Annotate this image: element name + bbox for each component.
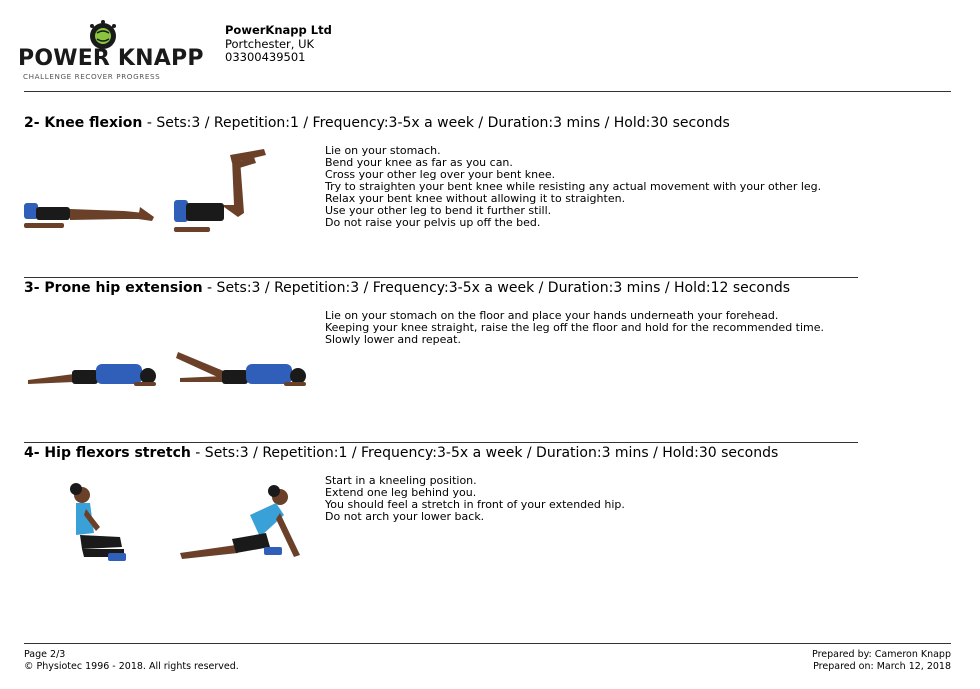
exercise-images (24, 475, 314, 575)
page-number: Page 2/3 (24, 649, 66, 660)
exercise-prone-hip-extension (24, 280, 944, 346)
logo-brand-text: POWER KNAPP (18, 46, 204, 71)
instruction-line: Start in a kneeling position. (325, 474, 477, 487)
prone-hip-extension-end-image (176, 310, 310, 406)
company-logo (18, 20, 204, 86)
company-location: Portchester, UK (225, 36, 315, 51)
company-phone: 03300439501 (225, 50, 306, 64)
prepared-by: Prepared by: Cameron Knapp (812, 649, 951, 660)
header-divider (24, 91, 951, 92)
company-name: PowerKnapp Ltd (225, 23, 332, 37)
instruction-line: Lie on your stomach. (325, 144, 441, 157)
exercise-name: 3- Prone hip extension (24, 280, 203, 296)
exercise-title (24, 445, 944, 461)
prone-hip-extension-start-image (24, 310, 158, 406)
instruction-line: Lie on your stomach on the floor and place your hands underneath your forehead. (325, 309, 779, 322)
exercise-params: - Sets:3 / Repetition:1 / Frequency:3-5x a week / Duration:3 mins / Hold:30 seconds (190, 445, 779, 461)
section-divider (24, 442, 858, 443)
exercise-params: - Sets:3 / Repetition:1 / Frequency:3-5x a week / Duration:3 mins / Hold:30 seconds (142, 115, 730, 131)
instruction-line: Extend one leg behind you. (325, 486, 477, 499)
hip-flexors-stretch-end-image (176, 475, 310, 571)
exercise-instructions (325, 310, 824, 346)
footer-right (812, 649, 951, 673)
prepared-on: Prepared on: March 12, 2018 (813, 661, 951, 672)
copyright: © Physiotec 1996 - 2018. All rights reserved. (24, 661, 239, 672)
hip-flexors-stretch-start-image (24, 475, 158, 571)
exercise-name: 2- Knee flexion (24, 115, 143, 131)
company-info (225, 24, 332, 65)
instruction-line: You should feel a stretch in front of your extended hip. (325, 498, 625, 511)
knee-flexion-start-image (24, 145, 158, 241)
instruction-line: Relax your bent knee without allowing it to straighten. (325, 192, 626, 205)
footer-left (24, 649, 239, 673)
exercise-title (24, 280, 944, 296)
instruction-line: Keeping your knee straight, raise the leg off the floor and hold for the recommended time. (325, 321, 825, 334)
exercise-params: - Sets:3 / Repetition:3 / Frequency:3-5x a week / Duration:3 mins / Hold:12 seconds (202, 280, 791, 296)
instruction-line: Do not raise your pelvis up off the bed. (325, 216, 541, 229)
exercise-knee-flexion (24, 115, 944, 229)
exercise-instructions (325, 145, 821, 229)
exercise-images (24, 310, 314, 410)
instruction-line: Use your other leg to bend it further still. (325, 204, 552, 217)
knee-flexion-end-image (174, 145, 308, 241)
footer-divider (24, 643, 951, 644)
section-divider (24, 277, 858, 278)
exercise-name: 4- Hip flexors stretch (24, 445, 191, 461)
instruction-line: Do not arch your lower back. (325, 510, 485, 523)
exercise-title (24, 115, 944, 131)
logo-tagline: CHALLENGE RECOVER PROGRESS (23, 72, 161, 81)
instruction-line: Cross your other leg over your bent knee. (325, 168, 556, 181)
instruction-line: Slowly lower and repeat. (325, 333, 461, 346)
exercise-instructions (325, 475, 625, 523)
instruction-line: Bend your knee as far as you can. (325, 156, 513, 169)
instruction-line: Try to straighten your bent knee while resisting any actual movement with your other leg. (325, 180, 822, 193)
exercise-images (24, 145, 314, 245)
exercise-hip-flexors-stretch (24, 445, 944, 523)
